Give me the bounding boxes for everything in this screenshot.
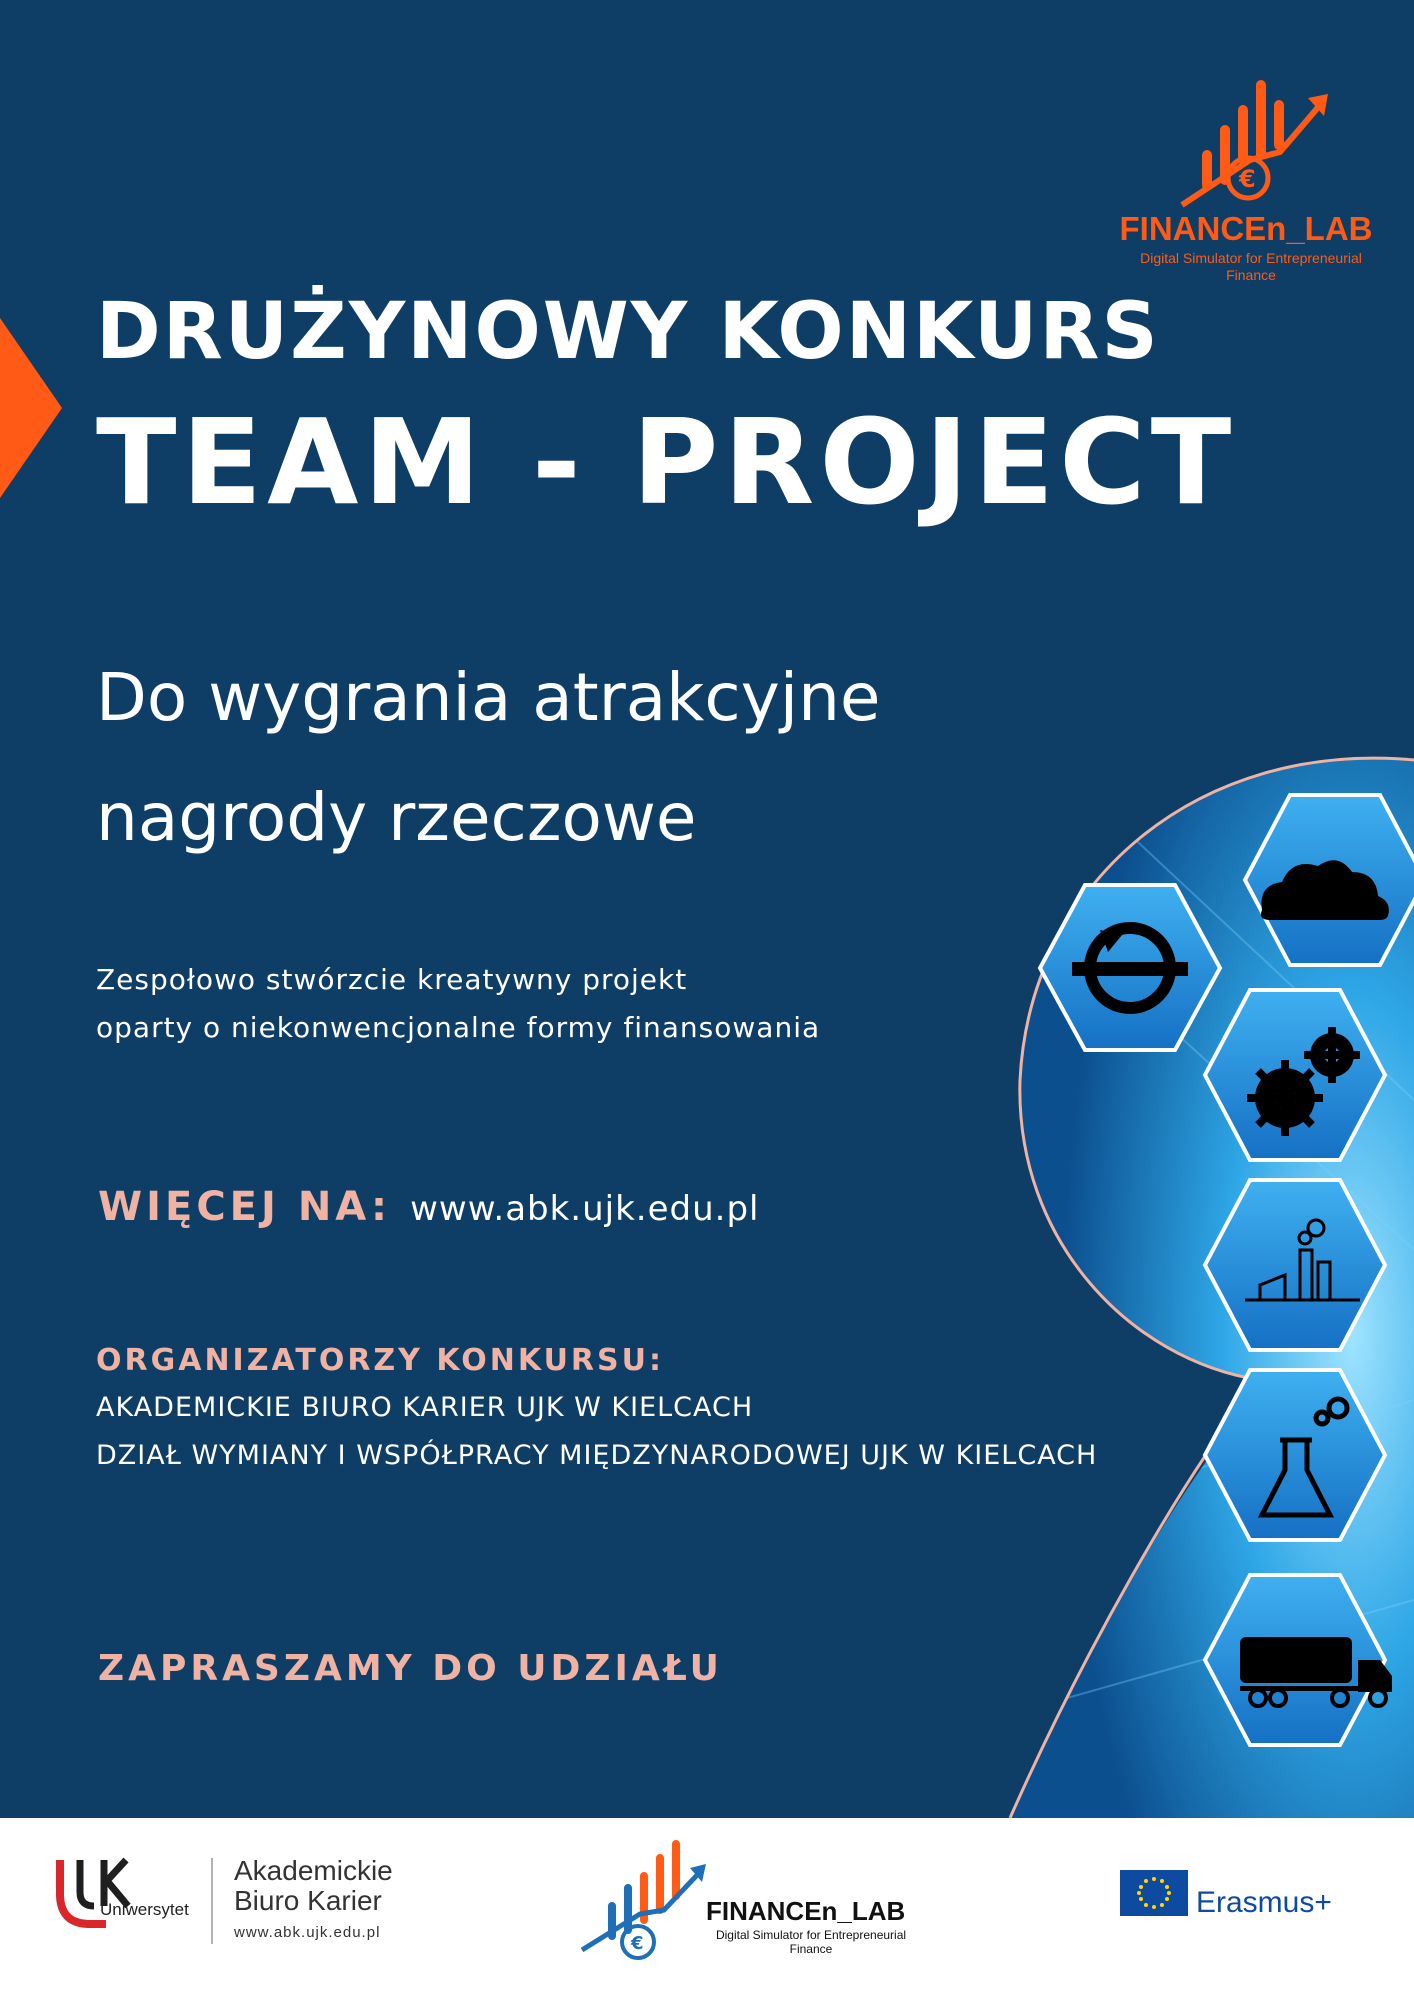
financelab-footer-subtitle: Digital Simulator for Entrepreneurial Finance — [715, 1928, 907, 1956]
abk-url[interactable]: www.abk.ujk.edu.pl — [234, 1924, 381, 1941]
financelab-footer-name: FINANCEn_LAB — [706, 1896, 906, 1926]
bar-chart-euro-icon — [1180, 60, 1330, 210]
organizer-item: AKADEMICKIE BIURO KARIER UJK W KIELCACH — [96, 1392, 754, 1423]
more-info — [98, 1184, 760, 1230]
logo-name: FINANCEn_LAB — [1119, 210, 1373, 247]
organizer-item: DZIAŁ WYMIANY I WSPÓŁPRACY MIĘDZYNARODOWEJ UJK W KIELCACH — [96, 1440, 1098, 1471]
eu-flag-icon — [1120, 1870, 1188, 1916]
prize-line1: Do wygrania atrakcyjne — [96, 659, 881, 736]
abk-name-line1: Akademickie — [234, 1855, 393, 1886]
description-line1: Zespołowo stwórzcie kreatywny projekt — [96, 963, 688, 996]
description — [96, 956, 820, 1052]
abk-name-line2: Biuro Karier — [234, 1885, 382, 1916]
prize-line2: nagrody rzeczowe — [96, 779, 697, 856]
svg-text:€: € — [1239, 165, 1256, 193]
prize-text — [96, 638, 881, 878]
logo-subtitle: Digital Simulator for Entrepreneurial Finance — [1140, 250, 1362, 283]
abk-name — [234, 1856, 393, 1916]
invite-text: ZAPRASZAMY DO UDZIAŁU — [98, 1648, 723, 1689]
financelab-logo — [1100, 60, 1380, 290]
title-line1: DRUŻYNOWY KONKURS — [96, 287, 1160, 377]
organizers-title: ORGANIZATORZY KONKURSU: — [96, 1343, 664, 1378]
description-line2: oparty o niekonwencjonalne formy finansowania — [96, 1011, 821, 1044]
svg-text:€: € — [631, 1933, 644, 1954]
more-info-url[interactable]: www.abk.ujk.edu.pl — [410, 1189, 760, 1229]
ujk-label: Uniwersytet — [100, 1900, 189, 1919]
more-info-label: WIĘCEJ NA: — [98, 1184, 391, 1230]
title-line2: TEAM - PROJECT — [96, 393, 1237, 531]
erasmus-label: Erasmus+ — [1196, 1886, 1332, 1919]
organizers — [96, 1338, 1097, 1480]
